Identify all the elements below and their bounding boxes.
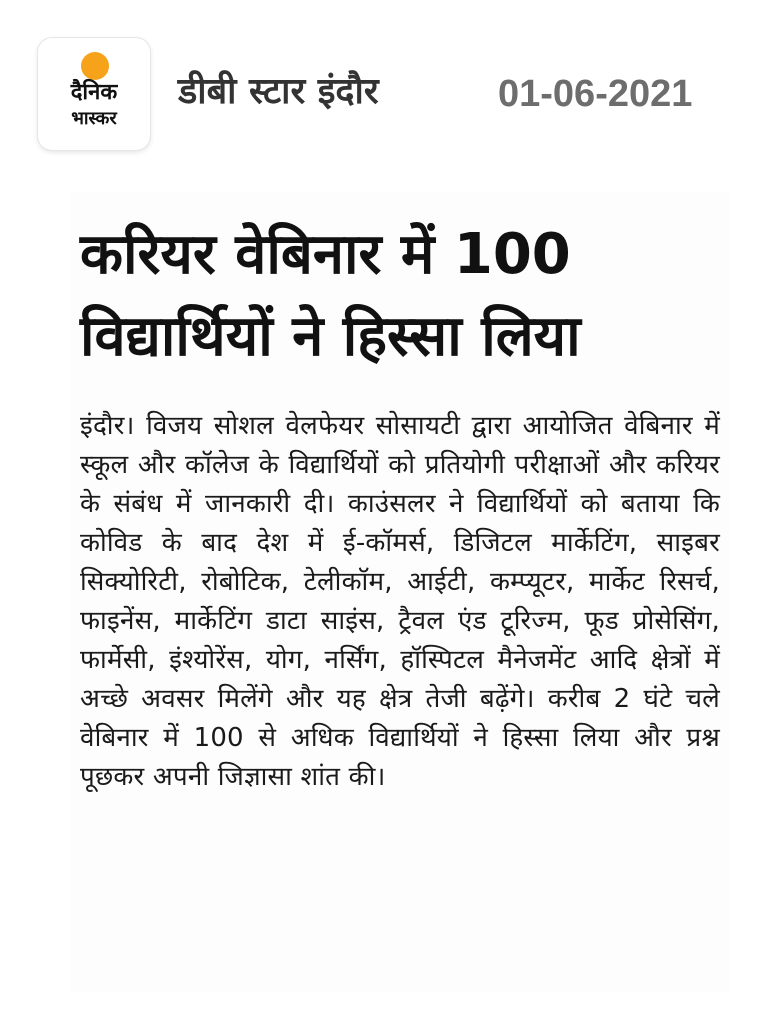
logo-text-line2: भास्कर <box>71 108 117 129</box>
headline-line-1: करियर वेबिनार में 100 <box>80 222 571 287</box>
dainik-bhaskar-logo <box>38 38 150 150</box>
article-headline <box>80 214 720 378</box>
headline-line-2: विद्यार्थियों ने हिस्सा लिया <box>80 304 581 369</box>
article-body: इंदौर। विजय सोशल वेलफेयर सोसायटी द्वारा आयोजित वेबिनार में स्कूल और कॉलेज के विद्यार्थियों को प्रतियोगी परीक्षाओं और करियर के संबंध में जानकारी दी। काउंसलर ने विद्यार्थियों को बताया कि कोविड के बाद देश में ई-कॉमर्स, डिजिटल मार्केटिंग, साइबर सिक्योरिटी, रोबोटिक, टेलीकॉम, आईटी, कम्प्यूटर, मार्केट रिसर्च, फाइनेंस, मार्केटिंग डाटा साइंस, ट्रैवल एंड टूरिज्म, फूड प्रोसेसिंग, फार्मेसी, इंश्योरेंस, योग, नर्सिंग, हॉस्पिटल मैनेजमेंट आदि क्षेत्रों में अच्छे अवसर मिलेंगे और यह क्षेत्र तेजी बढ़ेंगे। करीब 2 घंटे चले वेबिनार में 100 से अधिक विद्यार्थियों ने हिस्सा लिया और प्रश्न पूछकर अपनी जिज्ञासा शांत की। <box>80 411 720 792</box>
edition-date: 01-06-2021 <box>498 73 693 115</box>
edition-title: डीबी स्टार इंदौर <box>178 71 379 112</box>
news-clipping <box>70 192 730 992</box>
logo-text-line1: दैनिक <box>70 80 118 105</box>
page-header <box>38 38 728 154</box>
sun-icon <box>81 52 109 80</box>
